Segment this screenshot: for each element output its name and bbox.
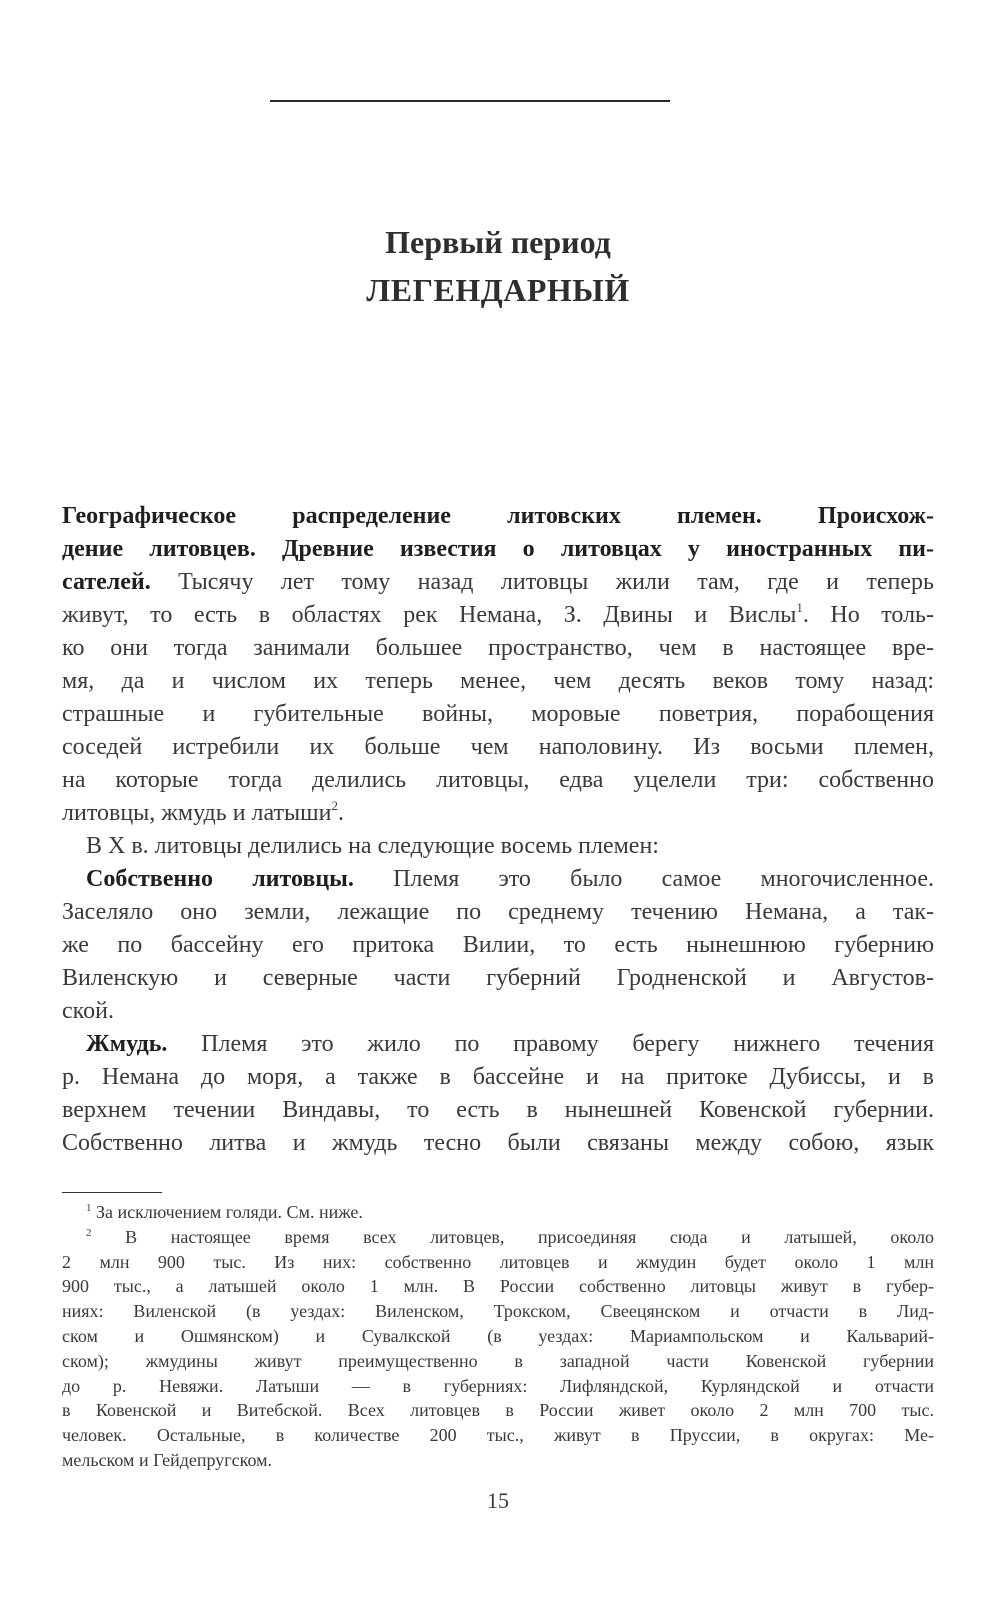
text-fragment: Племя это жило по правому берегу нижнего течения (167, 1031, 934, 1057)
text-fragment: живут, то есть в областях рек Немана, З. Двины и Вислы (62, 602, 797, 628)
footnote-line: до р. Невяжи. Латыши — в губерниях: Лифляндской, Курляндской и отчасти (62, 1375, 934, 1396)
footnote-ref-1: 1 (796, 600, 803, 615)
period-title: Первый период (385, 224, 611, 260)
text-fragment: . Но толь- (802, 602, 934, 628)
page-number: 15 (487, 1488, 509, 1513)
main-text (62, 500, 934, 1160)
text-line: на которые тогда делились литовцы, едва уцелели три: собственно (62, 767, 934, 793)
footnote-marker: 1 (86, 1202, 92, 1214)
footnote-line: в Ковенской и Витебской. Всех литовцев в России живет около 2 млн 700 тыс. (62, 1400, 934, 1421)
text-line: Заселяло оно земли, лежащие по среднему течению Немана, а так- (62, 899, 934, 925)
footnote-line: мельском и Гейдепругском. (62, 1449, 273, 1470)
footnotes (62, 1200, 934, 1473)
text-line: мя, да и числом их теперь менее, чем десять веков тому назад: (62, 668, 934, 694)
tribe-heading: Жмудь. (86, 1031, 168, 1057)
footnote-ref-2: 2 (331, 798, 338, 813)
text-line: дение литовцев. Древние известия о литовцах у иностранных пи- (62, 536, 934, 562)
text-fragment: Тысячу лет тому назад литовцы жили там, где и теперь (150, 569, 934, 595)
text-line (62, 863, 934, 896)
text-fragment: . (338, 800, 344, 826)
text-line: страшные и губительные войны, моровые поветрия, порабощения (62, 701, 934, 727)
footnote-marker: 2 (86, 1226, 92, 1239)
text-line (62, 1028, 934, 1061)
text-line: ко они тогда занимали большее пространство, чем в настоящее вре- (62, 635, 934, 661)
text-line: В X в. литовцы делились на следующие восемь племен: (86, 833, 659, 859)
footnote-line: ском); жмудины живут преимущественно в западной части Ковенской губернии (62, 1350, 934, 1371)
footnote-text: В настоящее время всех литовцев, присоединяя сюда и латышей, около (91, 1226, 934, 1247)
footnote-rule (62, 1192, 162, 1193)
text-line: Виленскую и северные части губерний Гродненской и Августов- (62, 965, 934, 991)
footnote-2 (62, 1225, 934, 1250)
text-line: же по бассейну его притока Вилии, то есть нынешнюю губернию (62, 932, 934, 958)
text-line: верхнем течении Виндавы, то есть в нынешней Ковенской губернии. (62, 1097, 934, 1123)
footnote-line: человек. Остальные, в количестве 200 тыс., живут в Пруссии, в округах: Ме- (62, 1425, 934, 1446)
text-line: ской. (62, 998, 114, 1024)
text-line: р. Немана до моря, а также в бассейне и на притоке Дубиссы, и в (62, 1064, 934, 1090)
period-subtitle: ЛЕГЕНДАРНЫЙ (366, 272, 630, 308)
footnote-text: За исключением голяди. См. ниже. (91, 1202, 363, 1222)
text-fragment: Племя это было самое многочисленное. (353, 866, 934, 892)
footnote-line: 2 млн 900 тыс. Из них: собственно литовцев и жмудин будет около 1 млн (62, 1251, 934, 1272)
text-fragment: литовцы, жмудь и латыши (62, 800, 332, 826)
text-line: Собственно литва и жмудь тесно были связаны между собою, язык (62, 1130, 934, 1156)
text-line: соседей истребили их больше чем наполовину. Из восьми племен, (62, 734, 934, 760)
text-line (62, 599, 934, 632)
text-line: Географическое распределение литовских племен. Происхож- (62, 503, 934, 529)
footnote-line: 900 тыс., а латышей около 1 млн. В России собственно литовцы живут в губер- (62, 1276, 934, 1297)
top-rule (270, 100, 670, 102)
section-heading-end: сателей. (62, 569, 151, 595)
footnote-line: ниях: Виленской (в уездах: Виленском, Трокском, Свеецянском и отчасти в Лид- (62, 1301, 934, 1322)
text-line (62, 566, 934, 599)
footnote-line: ском и Ошмянском) и Сувалкской (в уездах: Мариампольском и Кальварий- (62, 1325, 934, 1346)
footnote-1 (62, 1200, 934, 1225)
tribe-heading: Собственно литовцы. (86, 866, 354, 892)
text-line (62, 797, 934, 830)
